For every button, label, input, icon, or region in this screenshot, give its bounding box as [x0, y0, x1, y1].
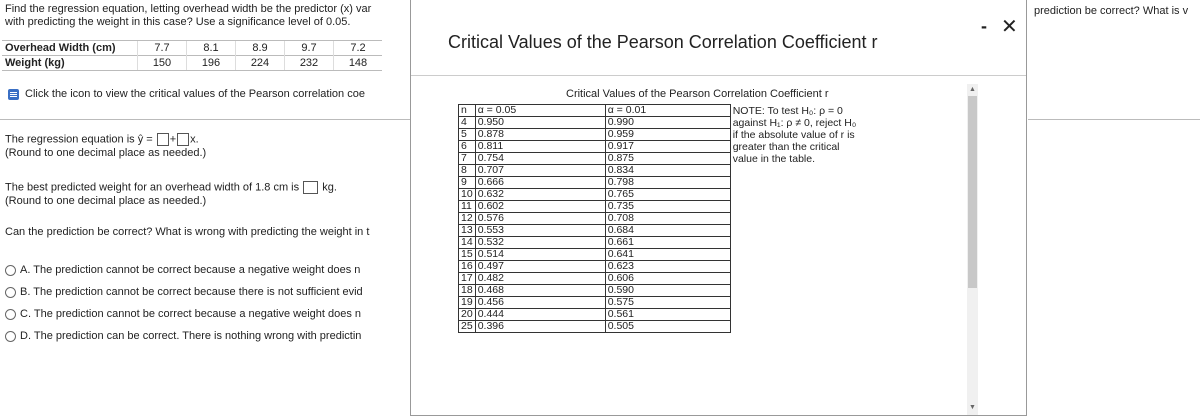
option-c[interactable]: [5, 308, 361, 320]
table-cell: 0.917: [605, 141, 730, 153]
table-cell: 4: [459, 117, 476, 129]
table-cell: 7: [459, 153, 476, 165]
note-line: NOTE: To test H₀: ρ = 0: [732, 104, 843, 117]
table-cell: 5: [459, 129, 476, 141]
table-cell: 0.708: [605, 213, 730, 225]
table-cell: 0.505: [605, 321, 730, 333]
table-row: [459, 213, 885, 225]
table-cell: 0.735: [605, 201, 730, 213]
table-cell: 14: [459, 237, 476, 249]
table-cell: 0.684: [605, 225, 730, 237]
table-cell: 0.590: [605, 285, 730, 297]
table-row: [459, 321, 885, 333]
table-cell: 148: [334, 56, 383, 71]
table-cell: 0.754: [475, 153, 605, 165]
can-predict-question: Can the prediction be correct? What is wrong with predicting the weight in t: [5, 226, 370, 238]
table-cell: 0.532: [475, 237, 605, 249]
round-note-1: (Round to one decimal place as needed.): [5, 147, 207, 159]
table-cell: 0.834: [605, 165, 730, 177]
option-c-text: C. The prediction cannot be correct because a negative weight does n: [20, 308, 362, 320]
table-cell: 0.641: [605, 249, 730, 261]
table-cell: 0.875: [605, 153, 730, 165]
option-b-text: B. The prediction cannot be correct because there is not sufficient evid: [20, 286, 363, 298]
table-caption: Critical Values of the Pearson Correlation Coefficient r: [566, 88, 829, 100]
question-prompt-line2: with predicting the weight in this case? Use a significance level of 0.05.: [5, 16, 351, 28]
right-panel: [1028, 0, 1200, 416]
row-label-width: Overhead Width (cm): [2, 41, 138, 56]
table-cell: 19: [459, 297, 476, 309]
table-cell: 0.878: [475, 129, 605, 141]
note-spacer: [730, 213, 885, 225]
predicted-weight-input[interactable]: [303, 181, 318, 194]
table-cell: 150: [138, 56, 187, 71]
radio-icon[interactable]: [5, 265, 16, 276]
critical-values-table: [458, 104, 885, 333]
note-line: value in the table.: [732, 152, 815, 165]
note-line: if the absolute value of r is: [732, 128, 855, 141]
right-panel-text: prediction be correct? What is v: [1034, 5, 1189, 17]
question-panel: [0, 0, 410, 416]
table-cell: 0.396: [475, 321, 605, 333]
table-cell: 0.798: [605, 177, 730, 189]
note-spacer: [730, 189, 885, 201]
table-cell: 0.707: [475, 165, 605, 177]
table-cell: 15: [459, 249, 476, 261]
table-row: [459, 285, 885, 297]
scrollbar[interactable]: [967, 84, 978, 415]
option-a-text: A. The prediction cannot be correct because a negative weight does n: [20, 264, 361, 276]
x-label: x.: [190, 133, 199, 146]
table-cell: 18: [459, 285, 476, 297]
table-cell: 11: [459, 201, 476, 213]
note-line: greater than the critical: [732, 140, 840, 153]
table-cell: 6: [459, 141, 476, 153]
table-row: [459, 249, 885, 261]
table-cell: 8.9: [236, 41, 285, 56]
scroll-down-icon[interactable]: ▼: [969, 404, 976, 411]
intercept-input[interactable]: [157, 133, 169, 146]
table-row: [459, 225, 885, 237]
critical-values-link-text: Click the icon to view the critical values of the Pearson correlation coe: [25, 88, 365, 100]
note-spacer: [730, 309, 885, 321]
table-cell: 196: [187, 56, 236, 71]
table-cell: 0.482: [475, 273, 605, 285]
note-spacer: [730, 273, 885, 285]
table-cell: 7.2: [334, 41, 383, 56]
table-cell: 0.561: [605, 309, 730, 321]
regression-line: [5, 133, 199, 146]
table-cell: 10: [459, 189, 476, 201]
divider: [0, 119, 410, 120]
table-cell: 0.990: [605, 117, 730, 129]
table-cell: 25: [459, 321, 476, 333]
table-cell: 0.602: [475, 201, 605, 213]
table-cell: 13: [459, 225, 476, 237]
predicted-line: [5, 181, 337, 194]
table-row: [459, 189, 885, 201]
table-cell: 7.7: [138, 41, 187, 56]
radio-icon[interactable]: [5, 287, 16, 298]
table-cell: 0.765: [605, 189, 730, 201]
table-row: [459, 309, 885, 321]
predicted-unit: kg.: [322, 181, 337, 194]
critical-values-body: [459, 105, 885, 333]
note-spacer: [730, 249, 885, 261]
divider: [1028, 119, 1200, 120]
table-cell: 9.7: [285, 41, 334, 56]
table-cell: 0.959: [605, 129, 730, 141]
table-header-row: [459, 105, 885, 117]
table-cell: 0.950: [475, 117, 605, 129]
round-note-2: (Round to one decimal place as needed.): [5, 195, 207, 207]
option-d[interactable]: [5, 330, 361, 342]
note-spacer: [730, 285, 885, 297]
minimize-button[interactable]: -: [981, 16, 987, 36]
table-cell: 0.661: [605, 237, 730, 249]
table-cell: 8.1: [187, 41, 236, 56]
table-cell: 232: [285, 56, 334, 71]
table-cell: 0.666: [475, 177, 605, 189]
option-a[interactable]: [5, 264, 360, 276]
data-table: [2, 40, 382, 71]
option-d-text: D. The prediction can be correct. There is nothing wrong with predictin: [20, 330, 362, 342]
note-spacer: [730, 261, 885, 273]
table-cell: 0.576: [475, 213, 605, 225]
header-n: n: [459, 105, 476, 117]
table-cell: 12: [459, 213, 476, 225]
table-cell: 9: [459, 177, 476, 189]
table-cell: 0.606: [605, 273, 730, 285]
row-label-weight: Weight (kg): [2, 56, 138, 71]
table-cell: 0.575: [605, 297, 730, 309]
note-cell: [730, 105, 885, 189]
radio-icon[interactable]: [5, 331, 16, 342]
note-line: against H₁: ρ ≠ 0, reject H₀: [732, 116, 857, 129]
note-spacer: [730, 237, 885, 249]
predicted-label: The best predicted weight for an overhead width of 1.8 cm is: [5, 181, 300, 194]
table-cell: 0.456: [475, 297, 605, 309]
table-cell: 17: [459, 273, 476, 285]
table-cell: 0.632: [475, 189, 605, 201]
table-cell: 20: [459, 309, 476, 321]
note-spacer: [730, 201, 885, 213]
table-row: [459, 261, 885, 273]
plus-sign: +: [169, 133, 177, 146]
table-cell: 224: [236, 56, 285, 71]
table-icon[interactable]: [8, 89, 19, 100]
table-cell: 8: [459, 165, 476, 177]
table-cell: 0.514: [475, 249, 605, 261]
table-cell: 0.811: [475, 141, 605, 153]
table-row: [2, 56, 382, 71]
table-cell: 0.444: [475, 309, 605, 321]
table-cell: 0.468: [475, 285, 605, 297]
note-spacer: [730, 225, 885, 237]
table-cell: 0.553: [475, 225, 605, 237]
scroll-up-icon[interactable]: ▲: [969, 86, 976, 93]
dialog-title: Critical Values of the Pearson Correlation Coefficient r: [448, 32, 878, 52]
table-row: [459, 237, 885, 249]
note-spacer: [730, 321, 885, 333]
note-spacer: [730, 297, 885, 309]
table-cell: 16: [459, 261, 476, 273]
slope-input[interactable]: [177, 133, 189, 146]
critical-values-dialog: [410, 0, 1027, 416]
radio-icon[interactable]: [5, 309, 16, 320]
header-alpha-001: α = 0.01: [605, 105, 730, 117]
close-button[interactable]: ✕: [1001, 16, 1018, 38]
header-alpha-005: α = 0.05: [475, 105, 605, 117]
table-row: [459, 297, 885, 309]
table-row: [2, 41, 382, 56]
question-prompt-line1: Find the regression equation, letting overhead width be the predictor (x) var: [5, 3, 372, 15]
table-row: [459, 273, 885, 285]
table-row: [459, 201, 885, 213]
option-b[interactable]: [5, 286, 363, 298]
critical-values-link[interactable]: [8, 88, 365, 100]
regression-label: The regression equation is ŷ =: [5, 133, 153, 146]
dialog-divider: [411, 75, 1026, 76]
table-cell: 0.497: [475, 261, 605, 273]
scroll-thumb[interactable]: [968, 96, 977, 288]
table-cell: 0.623: [605, 261, 730, 273]
